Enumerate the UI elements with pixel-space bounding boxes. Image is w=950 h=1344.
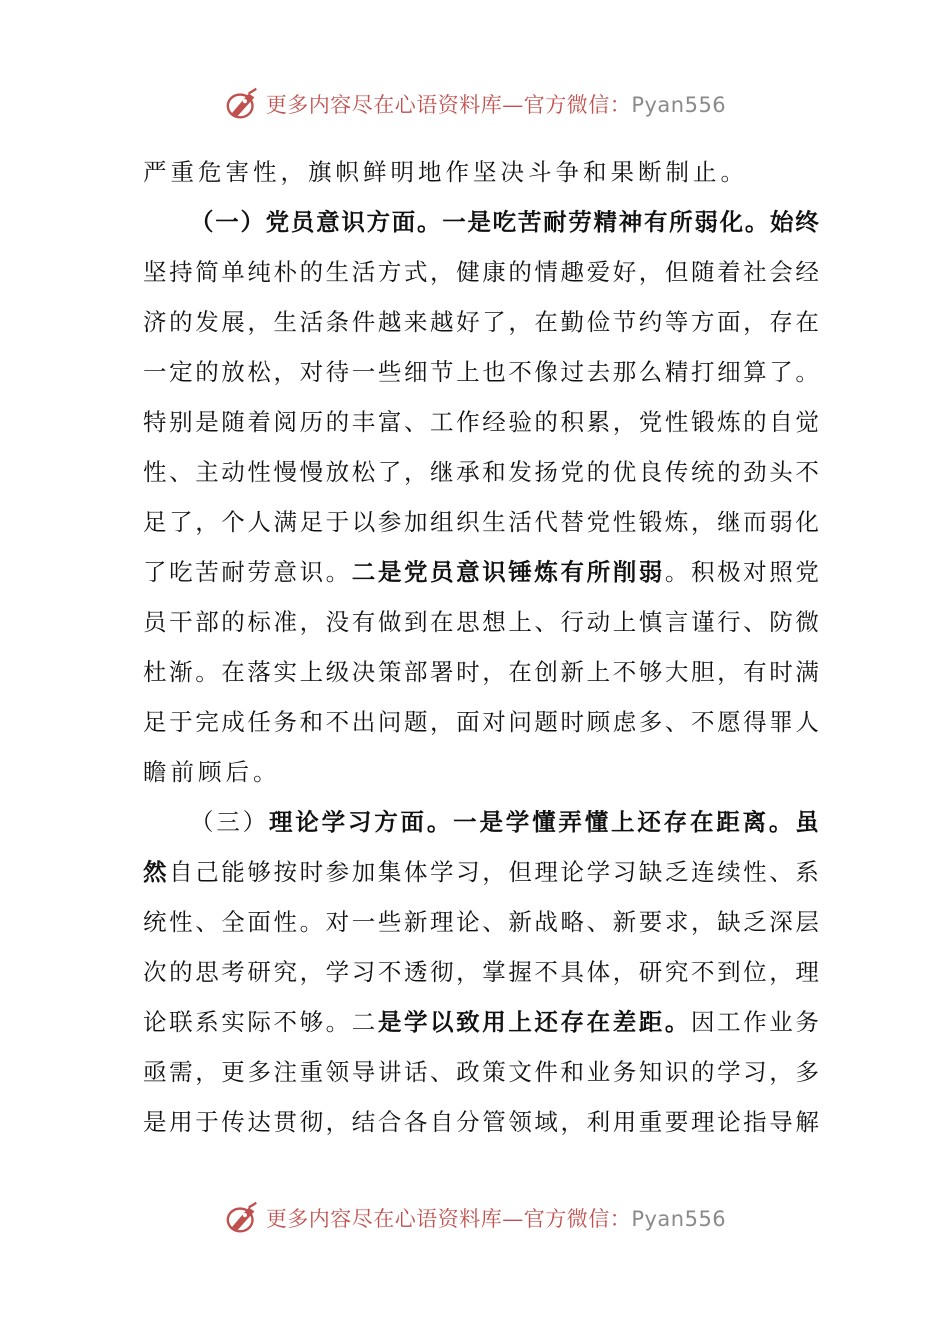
- watermark-text: 更多内容尽在心语资料库—官方微信：Pyan556: [265, 1207, 727, 1231]
- text-line: 员 干 部 的 标 准 ， 没 有 做 到 在 思 想 上 、 行 动 上 慎 言 谨 行 、 防 微: [143, 608, 819, 636]
- pen-nib-logo-icon: [224, 1199, 262, 1237]
- text-line: 一 定 的 放 松 ， 对 待 一 些 细 节 上 也 不 像 过 去 那 么 精 打 细 算 了 。: [143, 358, 819, 386]
- text-line: 然 自 己 能 够 按 时 参 加 集 体 学 习 ， 但 理 论 学 习 缺 乏 连 续 性 、 系: [143, 858, 819, 886]
- watermark-banner-bottom: [0, 1198, 950, 1238]
- document-body: [143, 147, 819, 1147]
- text-line: 杜 渐 。 在 落 实 上 级 决 策 部 署 时 ， 在 创 新 上 不 够 大 胆 ， 有 时 满: [143, 658, 819, 686]
- text-line: 足 于 完 成 任 务 和 不 出 问 题 ， 面 对 问 题 时 顾 虑 多 、 不 愿 得 罪 人: [143, 708, 819, 736]
- text-line: 了 吃 苦 耐 劳 意 识 。 二 是 党 员 意 识 锤 炼 有 所 削 弱 。 积 极 对 照 党: [143, 558, 819, 586]
- watermark-text: 更多内容尽在心语资料库—官方微信：Pyan556: [265, 93, 727, 117]
- text-line: 亟 需 ， 更 多 注 重 领 导 讲 话 、 政 策 文 件 和 业 务 知 识 的 学 习 ， 多: [143, 1058, 819, 1086]
- text-line: 论 联 系 实 际 不 够 。 二 是 学 以 致 用 上 还 存 在 差 距 。 因 工 作 业 务: [143, 1008, 819, 1036]
- pen-nib-logo-icon: [224, 85, 262, 123]
- text-line: 性 、 主 动 性 慢 慢 放 松 了 ， 继 承 和 发 扬 党 的 优 良 传 统 的 劲 头 不: [143, 458, 819, 486]
- text-line: 统 性 、 全 面 性 。 对 一 些 新 理 论 、 新 战 略 、 新 要 求 ， 缺 乏 深 层: [143, 908, 819, 936]
- text-line: （ 一 ） 党 员 意 识 方 面 。 一 是 吃 苦 耐 劳 精 神 有 所 弱 化 。 始 终: [190, 208, 819, 236]
- text-line: （ 三 ） 理 论 学 习 方 面 。 一 是 学 懂 弄 懂 上 还 存 在 距 离 。 虽: [190, 808, 819, 836]
- text-line: 足 了 ， 个 人 满 足 于 以 参 加 组 织 生 活 代 替 党 性 锻 炼 ， 继 而 弱 化: [143, 508, 819, 536]
- text-line: 坚 持 简 单 纯 朴 的 生 活 方 式 ， 健 康 的 情 趣 爱 好 ， 但 随 着 社 会 经: [143, 258, 819, 286]
- text-line: 瞻 前 顾 后 。: [143, 758, 281, 786]
- watermark-banner-top: [0, 84, 950, 124]
- text-line: 严 重 危 害 性 ， 旗 帜 鲜 明 地 作 坚 决 斗 争 和 果 断 制 止 。: [143, 158, 748, 186]
- text-line: 济 的 发 展 ， 生 活 条 件 越 来 越 好 了 ， 在 勤 俭 节 约 等 方 面 ， 存 在: [143, 308, 819, 336]
- text-line: 特 别 是 随 着 阅 历 的 丰 富 、 工 作 经 验 的 积 累 ， 党 性 锻 炼 的 自 觉: [143, 408, 819, 436]
- text-line: 是 用 于 传 达 贯 彻 ， 结 合 各 自 分 管 领 域 ， 利 用 重 要 理 论 指 导 解: [143, 1108, 819, 1136]
- text-line: 次 的 思 考 研 究 ， 学 习 不 透 彻 ， 掌 握 不 具 体 ， 研 究 不 到 位 ， 理: [143, 958, 819, 986]
